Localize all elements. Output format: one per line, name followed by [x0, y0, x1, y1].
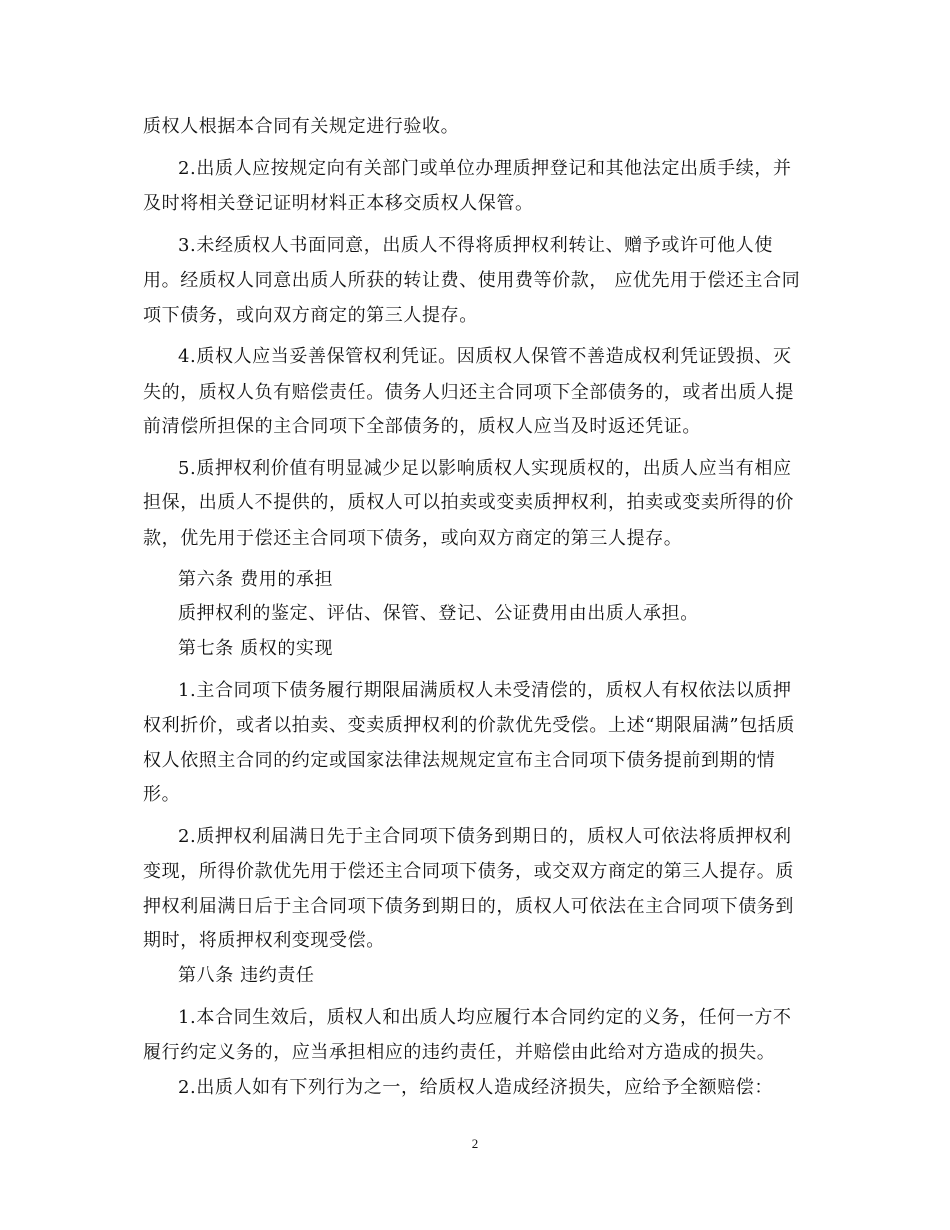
text-line: 权人依照主合同的约定或国家法律法规规定宣布主合同项下债务提前到期的情: [143, 750, 776, 771]
section-heading: 第八条 违约责任: [178, 965, 315, 986]
text-line: 2.质押权利届满日先于主合同项下债务到期日的，质权人可依法将质押权利: [178, 826, 792, 847]
text-line: 4.质权人应当妥善保管权利凭证。因质权人保管不善造成权利凭证毁损、灭: [178, 346, 792, 367]
text-line: 形。: [143, 784, 181, 805]
text-line: 2.出质人应按规定向有关部门或单位办理质押登记和其他法定出质手续，并: [178, 158, 792, 179]
text-line: 1.主合同项下债务履行期限届满质权人未受清偿的，质权人有权依法以质押: [178, 680, 792, 701]
text-line: 押权利届满日后于主合同项下债务到期日的，质权人可依法在主合同项下债务到: [143, 896, 794, 917]
text-line: 质权人根据本合同有关规定进行验收。: [143, 116, 460, 137]
text-line: 质押权利的鉴定、评估、保管、登记、公证费用由出质人承担。: [178, 603, 699, 624]
text-line: 变现，所得价款优先用于偿还主合同项下债务，或交双方商定的第三人提存。质: [143, 861, 794, 882]
text-line: 期时，将质押权利变现受偿。: [143, 930, 385, 951]
text-line: 5.质押权利价值有明显减少足以影响质权人实现质权的，出质人应当有相应: [178, 458, 792, 479]
text-line: 权利折价，或者以拍卖、变卖质押权利的价款优先受偿。上述“期限届满”包括质: [143, 715, 796, 736]
text-line: 履行约定义务的，应当承担相应的违约责任，并赔偿由此给对方造成的损失。: [143, 1042, 776, 1063]
text-line: 3.未经质权人书面同意，出质人不得将质押权利转让、赠予或许可他人使: [178, 235, 773, 256]
text-line: 款，优先用于偿还主合同项下债务，或向双方商定的第三人提存。: [143, 528, 683, 549]
section-heading: 第七条 质权的实现: [178, 638, 334, 659]
text-line: 2.出质人如有下列行为之一，给质权人造成经济损失，应给予全额赔偿：: [178, 1077, 773, 1098]
page-number: 2: [471, 1136, 479, 1151]
text-line: 前清偿所担保的主合同项下全部债务的，质权人应当及时返还凭证。: [143, 416, 701, 437]
text-line: 用。经质权人同意出质人所获的转让费、使用费等价款， 应优先用于偿还主合同: [143, 270, 801, 291]
text-line: 项下债务，或向双方商定的第三人提存。: [143, 305, 478, 326]
text-line: 及时将相关登记证明材料正本移交质权人保管。: [143, 193, 534, 214]
section-heading: 第六条 费用的承担: [178, 569, 334, 590]
text-line: 失的，质权人负有赔偿责任。债务人归还主合同项下全部债务的，或者出质人提: [143, 382, 794, 403]
text-line: 1.本合同生效后，质权人和出质人均应履行本合同约定的义务，任何一方不: [178, 1007, 792, 1028]
text-line: 担保，出质人不提供的，质权人可以拍卖或变卖质押权利，拍卖或变卖所得的价: [143, 492, 794, 513]
